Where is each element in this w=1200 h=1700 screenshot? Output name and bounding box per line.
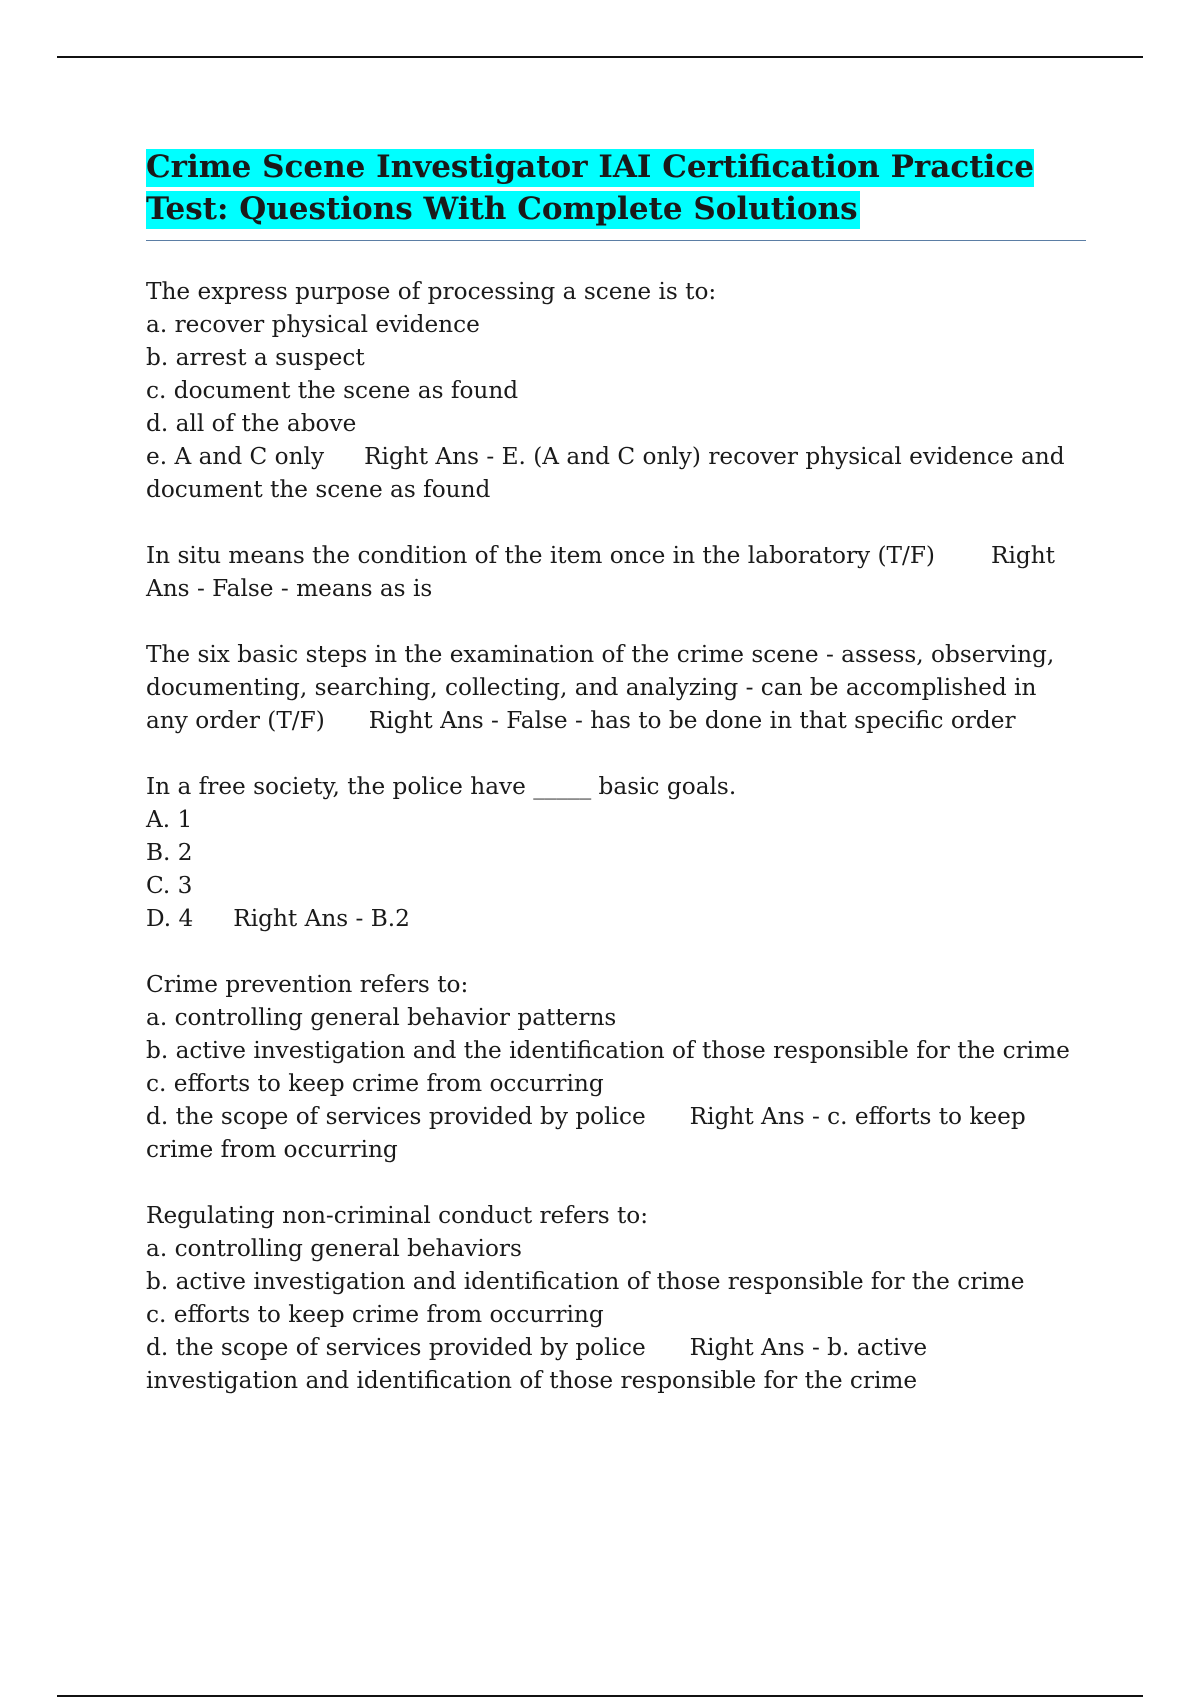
question-block-1 — [146, 275, 1086, 506]
document-body — [146, 146, 1086, 1397]
option-a: a. controlling general behavior patterns — [146, 1004, 617, 1031]
page-bottom-rule — [57, 1695, 1143, 1697]
option-d-with-answer — [146, 1100, 1086, 1133]
question-text: Regulating non-criminal conduct refers to: — [146, 1202, 649, 1229]
question-block-6 — [146, 1199, 1086, 1397]
question-text: In situ means the condition of the item once in the laboratory (T/F) — [146, 542, 935, 569]
question-text: Crime prevention refers to: — [146, 971, 469, 998]
answer-text: Right Ans - c. efforts to keep — [689, 1103, 1026, 1130]
option-c: c. document the scene as found — [146, 377, 519, 404]
option-e: e. A and C only — [146, 443, 325, 470]
option-b: b. arrest a suspect — [146, 344, 365, 371]
option-e-with-answer — [146, 440, 1086, 473]
question-block-5 — [146, 968, 1086, 1166]
option-d: d. the scope of services provided by police — [146, 1334, 646, 1361]
question-text: In a free society, the police have _____ basic goals. — [146, 773, 737, 800]
option-c: c. efforts to keep crime from occurring — [146, 1301, 604, 1328]
question-text: The express purpose of processing a scene is to: — [146, 278, 717, 305]
question-with-answer — [146, 704, 1086, 737]
option-d: d. the scope of services provided by police — [146, 1103, 646, 1130]
option-c: c. efforts to keep crime from occurring — [146, 1070, 604, 1097]
question-text-continued: documenting, searching, collecting, and analyzing - can be accomplished in — [146, 674, 1037, 701]
option-a: a. controlling general behaviors — [146, 1235, 522, 1262]
option-b: b. active investigation and identification of those responsible for the crime — [146, 1268, 1025, 1295]
option-a: A. 1 — [146, 806, 193, 833]
option-d-with-answer — [146, 902, 1086, 935]
question-block-3 — [146, 638, 1086, 737]
document-title — [146, 146, 1086, 241]
question-text-end: any order (T/F) — [146, 707, 325, 734]
question-block-2 — [146, 539, 1086, 605]
title-highlight: Crime Scene Investigator IAI Certification Practice Test: Questions With Complete Solutions — [146, 149, 1034, 227]
question-with-answer — [146, 539, 1086, 572]
answer-text: Right Ans - b. active — [689, 1334, 928, 1361]
question-text: The six basic steps in the examination of the crime scene - assess, observing, — [146, 641, 1055, 668]
option-c: C. 3 — [146, 872, 193, 899]
option-d: D. 4 — [146, 905, 194, 932]
option-b: b. active investigation and the identification of those responsible for the crime — [146, 1037, 1070, 1064]
option-d: d. all of the above — [146, 410, 357, 437]
question-block-4 — [146, 770, 1086, 935]
answer-text-continued: investigation and identification of those responsible for the crime — [146, 1367, 918, 1394]
option-a: a. recover physical evidence — [146, 311, 480, 338]
answer-text: Right Ans - E. (A and C only) recover physical evidence and — [364, 443, 1065, 470]
option-b: B. 2 — [146, 839, 193, 866]
answer-text-continued: document the scene as found — [146, 476, 491, 503]
answer-text-continued: crime from occurring — [146, 1136, 398, 1163]
answer-text-continued: Ans - False - means as is — [146, 575, 433, 602]
answer-text: Right Ans - B.2 — [233, 905, 410, 932]
answer-text: Right — [990, 542, 1055, 569]
page-top-rule — [57, 56, 1143, 58]
option-d-with-answer — [146, 1331, 1086, 1364]
answer-text: Right Ans - False - has to be done in that specific order — [368, 707, 1016, 734]
